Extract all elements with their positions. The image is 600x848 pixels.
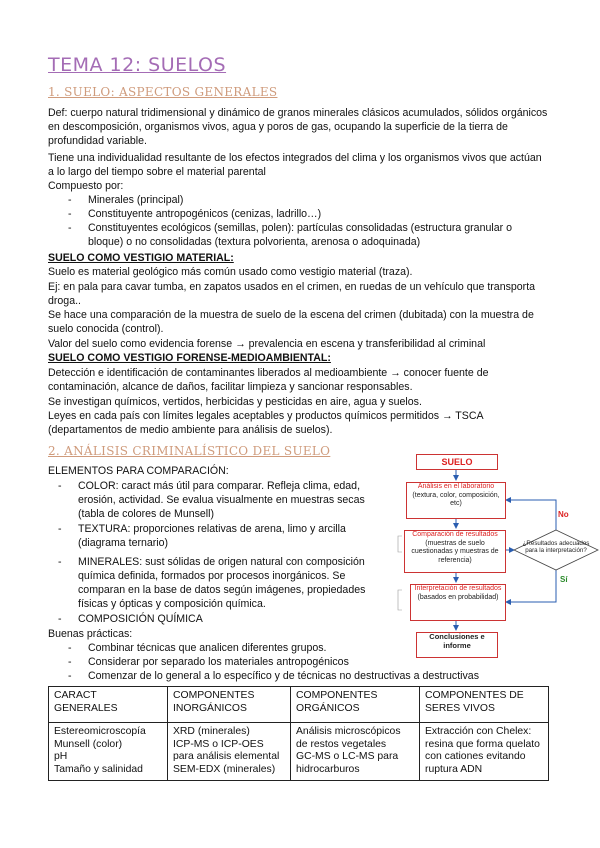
flow-box-soil: SUELO xyxy=(416,454,498,470)
flow-box-lab: Análisis en el laboratorio (textura, color, composición, etc) xyxy=(406,482,506,519)
paragraph-elements: ELEMENTOS PARA COMPARACIÓN: xyxy=(48,465,229,477)
paragraph-forense-2: Se investigan químicos, vertidos, herbicidas y pesticidas en aire, agua y suelos. xyxy=(48,396,422,408)
section-heading-1: 1. SUELO: ASPECTOS GENERALES xyxy=(48,85,278,99)
list-item: - Combinar técnicas que analicen diferentes grupos. xyxy=(68,642,327,654)
paragraph-individuality: Tiene una individualidad resultante de los efectos integrados del clima y los organismos vivos que actúan a lo largo del tiempo sobre el material parental xyxy=(48,152,542,178)
paragraph-forense-3: Leyes en cada país con límites legales aceptables y productos químicos permitidos → TSCA (departamentos de medio ambiente para análisis de suelos). xyxy=(48,410,483,436)
heading-forense: SUELO COMO VESTIGIO FORENSE-MEDIOAMBIENTAL: xyxy=(48,352,331,364)
table-cell: Extracción con Chelex: resina que forma quelato con cationes evitando ruptura ADN xyxy=(420,723,549,781)
list-item: - Constituyente antropogénicos (cenizas, ladrillo…) xyxy=(68,208,322,220)
table-cell: XRD (minerales) ICP-MS o ICP-OES para análisis elemental SEM-EDX (minerales) xyxy=(168,723,291,781)
list-item: - MINERALES: sust sólidas de origen natural con composición química definida, formados por procesos inorgánicos. Se comparan en la base de datos según imágenes, propiedades físicas y ópticas y composición química. xyxy=(58,556,366,610)
paragraph-material-4: Valor del suelo como evidencia forense → prevalencia en escena y transferibilidad al criminal xyxy=(48,338,486,350)
list-item: - Considerar por separado los materiales antropogénicos xyxy=(68,656,349,668)
soil-analysis-flowchart xyxy=(396,452,600,662)
decision-no-label: No xyxy=(558,510,569,519)
table-header-cell: COMPONENTES DE SERES VIVOS xyxy=(420,687,549,723)
section-heading-2: 2. ANÁLISIS CRIMINALÍSTICO DEL SUELO xyxy=(48,444,331,458)
list-item: - Minerales (principal) xyxy=(68,194,184,206)
table-header-cell: COMPONENTES INORGÁNICOS xyxy=(168,687,291,723)
page-title: TEMA 12: SUELOS xyxy=(48,54,227,76)
list-item: - COMPOSICIÓN QUÍMICA xyxy=(58,613,203,625)
techniques-table xyxy=(48,686,549,781)
flow-box-conclusions: Conclusiones e informe xyxy=(416,632,498,658)
paragraph-material-1: Suelo es material geológico más común usado como vestigio material (traza). xyxy=(48,266,413,278)
flow-box-comparison: Comparación de resultados (muestras de suelo cuestionadas y muestras de referencia) xyxy=(404,530,506,573)
table-cell: Análisis microscópicos de restos vegetales GC-MS o LC-MS para hidrocarburos xyxy=(291,723,420,781)
flow-box-interpretation: Interpretación de resultados (basados en probabilidad) xyxy=(410,584,506,621)
paragraph-definition: Def: cuerpo natural tridimensional y dinámico de granos minerales clásicos acumulados, sólidos orgánicos en descomposición, organismos vivos, agua y poros de gas, ocupando la superficie de la tierra de profundidad variable. xyxy=(48,107,548,147)
paragraph-material-3: Se hace una comparación de la muestra de suelo de la escena del crimen (dubitada) con la muestra de suelo conocida (control). xyxy=(48,309,534,335)
decision-label: ¿Resultados adecuados para la interpretación? xyxy=(522,540,590,554)
table-header-cell: COMPONENTES ORGÁNICOS xyxy=(291,687,420,723)
table-header-cell: CARACT GENERALES xyxy=(49,687,168,723)
list-item: - Constituyentes ecológicos (semillas, polen): partículas consolidadas (estructura granular o bloque) o no consolidadas (textura polvorienta, arenosa o adoquinada) xyxy=(68,222,512,248)
paragraph-forense-1: Detección e identificación de contaminantes liberados al medioambiente → conocer fuente de contaminación, alcance de daños, facilitar limpieza y sancionar responsables. xyxy=(48,367,489,393)
table-cell: Estereomicroscopía Munsell (color) pH Tamaño y salinidad xyxy=(49,723,168,781)
list-item: - COLOR: caract más útil para comparar. Refleja clima, edad, erosión, actividad. Se evalua visualmente en muestras secas (tabla de colores de Munsell) xyxy=(58,480,365,520)
list-item: - TEXTURA: proporciones relativas de arena, limo y arcilla (diagrama ternario) xyxy=(58,523,346,549)
heading-material: SUELO COMO VESTIGIO MATERIAL: xyxy=(48,252,234,264)
paragraph-material-2: Ej: en pala para cavar tumba, en zapatos usados en el crimen, en ruedas de un vehículo que transporta droga.. xyxy=(48,281,536,307)
decision-yes-label: Sí xyxy=(560,575,568,584)
paragraph-composed: Compuesto por: xyxy=(48,180,124,192)
list-item: - Comenzar de lo general a lo específico y de técnicas no destructivas a destructivas xyxy=(68,670,479,682)
paragraph-good-practices: Buenas prácticas: xyxy=(48,628,133,640)
